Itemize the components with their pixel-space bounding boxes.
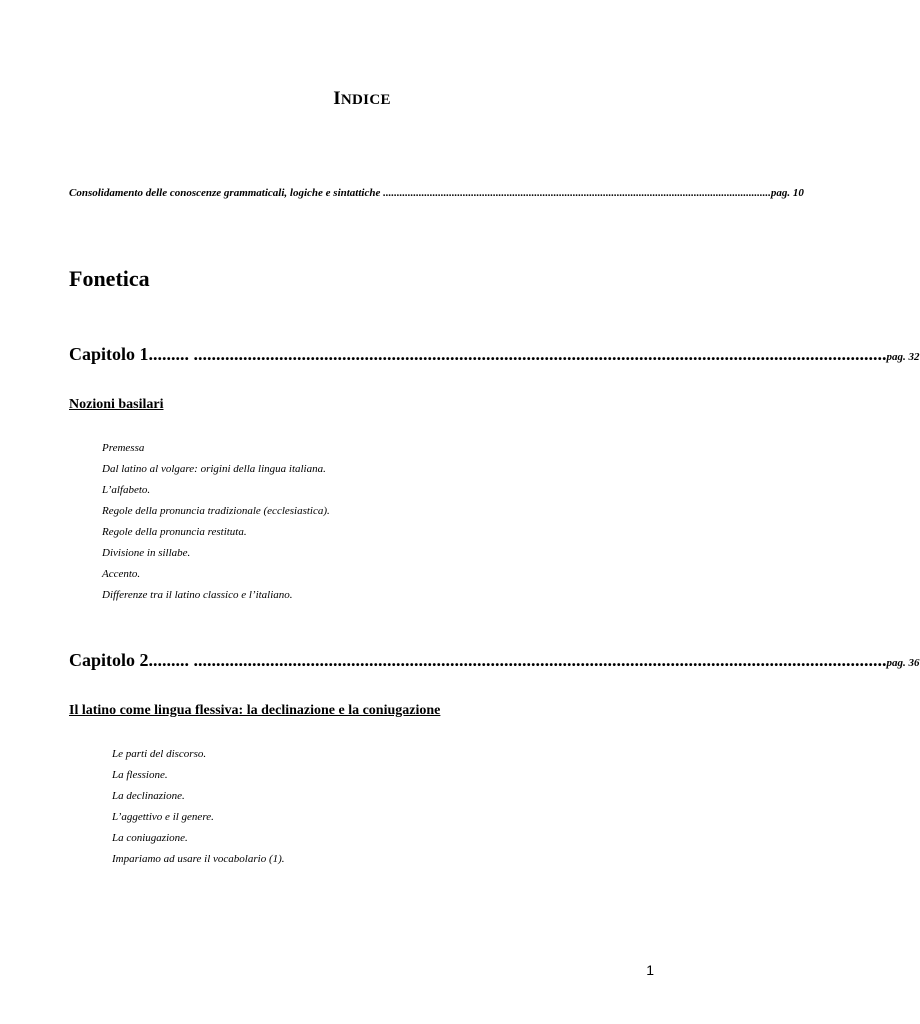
topic-list-chapter-1 [102, 438, 330, 606]
topic-item: Divisione in sillabe. [102, 547, 191, 559]
topic-list-chapter-2 [112, 744, 285, 870]
toc-entry-intro-page: pag. 10 [770, 187, 804, 199]
topic-item: L’aggettivo e il genere. [112, 811, 214, 823]
chapter-label: Capitolo 2 [69, 650, 149, 670]
chapter-short-dots: ......... [148, 344, 190, 364]
page-number: 1 [646, 962, 654, 978]
chapter-page-ref: pag. 36 [886, 657, 920, 669]
section-heading: Fonetica [69, 266, 150, 291]
chapter-subtitle: Nozioni basilari [69, 397, 164, 412]
topic-item: La declinazione. [112, 790, 185, 802]
dot-leader: .......................................................................................................................................................... [189, 650, 887, 670]
toc-entry-chapter-2 [69, 650, 920, 671]
topic-item: Premessa [102, 442, 145, 454]
dot-leader: ............................................................................................................................................. [380, 187, 771, 199]
topic-item: Dal latino al volgare: origini della lingua italiana. [102, 463, 326, 475]
topic-item: La coniugazione. [112, 832, 188, 844]
toc-entry-intro [69, 187, 804, 199]
topic-item: Le parti del discorso. [112, 748, 207, 760]
topic-item: Differenze tra il latino classico e l’italiano. [102, 589, 293, 601]
topic-item: La flessione. [112, 769, 168, 781]
title-rest: NDICE [340, 92, 391, 108]
chapter-subtitle: Il latino come lingua flessiva: la declinazione e la coniugazione [69, 703, 441, 718]
page-title [0, 88, 724, 110]
toc-entry-chapter-1 [69, 344, 920, 365]
topic-item: Impariamo ad usare il vocabolario (1). [112, 853, 285, 865]
topic-item: Regole della pronuncia tradizionale (ecclesiastica). [102, 505, 330, 517]
topic-item: Regole della pronuncia restituta. [102, 526, 247, 538]
topic-item: Accento. [102, 568, 141, 580]
chapter-page-ref: pag. 32 [886, 351, 920, 363]
chapter-label: Capitolo 1 [69, 344, 149, 364]
dot-leader: .......................................................................................................................................................... [189, 344, 887, 364]
chapter-short-dots: ......... [148, 650, 190, 670]
title-initial: I [333, 88, 341, 109]
topic-item: L’alfabeto. [102, 484, 151, 496]
toc-entry-intro-text: Consolidamento delle conoscenze grammaticali, logiche e sintattiche [69, 187, 381, 199]
